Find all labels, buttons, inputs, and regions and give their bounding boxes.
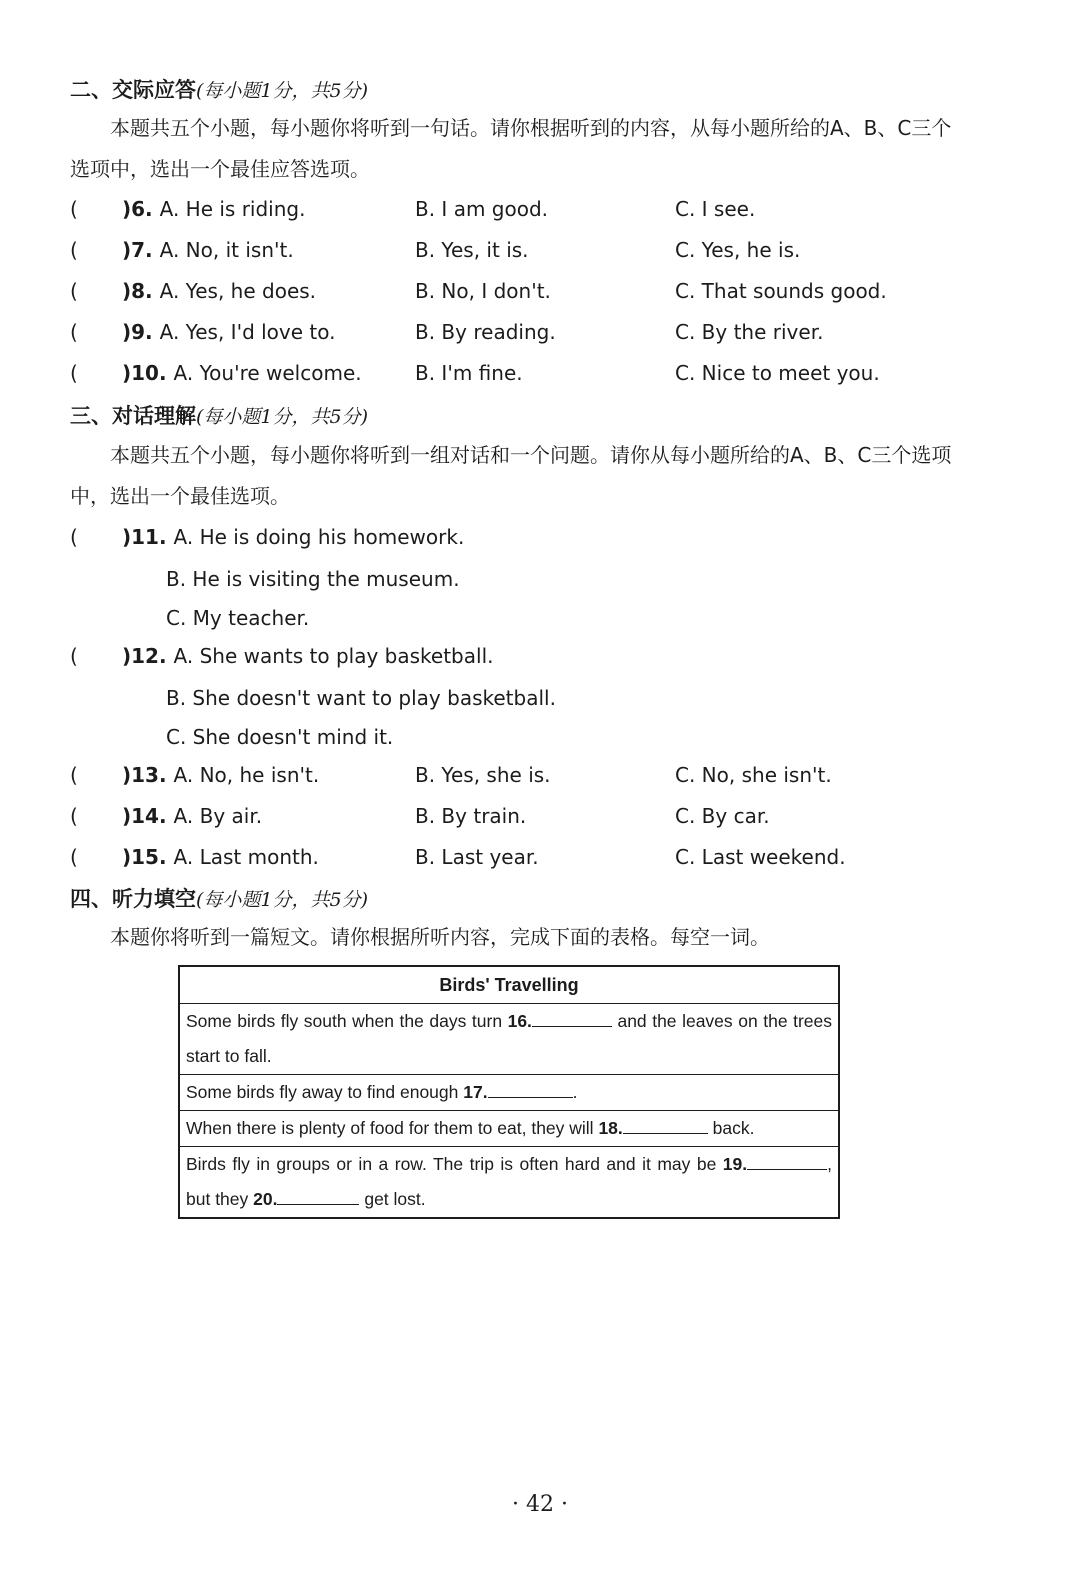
section-2-instruction-text: 本题共五个小题，每小题你将听到一句话。请你根据听到的内容，从每小题所给的A、B、C三个选项中，选出一个最佳应答选项。 xyxy=(70,116,952,181)
table-row xyxy=(179,1004,839,1075)
section-3-instruction xyxy=(70,435,970,517)
answer-bracket[interactable]: ( xyxy=(70,197,78,221)
section-3-score-note: (每小题1分，共5分) xyxy=(196,406,369,428)
option-b: B. By reading. xyxy=(415,320,556,344)
question-number: )8. A. Yes, he does. xyxy=(122,279,317,303)
blank-number: 16. xyxy=(507,1011,532,1031)
table-title: Birds' Travelling xyxy=(179,966,839,1004)
option-c: C. Last weekend. xyxy=(675,845,846,869)
option-c: C. Nice to meet you. xyxy=(675,361,880,385)
option-b: B. I am good. xyxy=(415,197,549,221)
section-2-instruction xyxy=(70,108,970,190)
answer-bracket[interactable]: ( xyxy=(70,804,78,828)
option-b: B. Yes, she is. xyxy=(415,763,551,787)
section-3-instruction-text: 本题共五个小题，每小题你将听到一组对话和一个问题。请你从每小题所给的A、B、C三个选项中，选出一个最佳选项。 xyxy=(70,443,952,508)
option-a: A. He is riding. xyxy=(159,197,306,221)
question-number: )7. A. No, it isn't. xyxy=(122,238,294,262)
question-14 xyxy=(70,796,1030,837)
option-a: A. She wants to play basketball. xyxy=(173,644,494,668)
question-number: )11. A. He is doing his homework. xyxy=(122,525,465,549)
question-8 xyxy=(70,271,1030,312)
question-6 xyxy=(70,189,1030,230)
question-15 xyxy=(70,837,1030,878)
table-row xyxy=(179,1075,839,1111)
question-9 xyxy=(70,312,1030,353)
table-row xyxy=(179,1111,839,1147)
option-c: C. By the river. xyxy=(675,320,824,344)
section-4-title xyxy=(70,883,368,913)
question-12 xyxy=(70,636,1030,677)
blank-number: 20. xyxy=(253,1189,278,1209)
blank-number: 19. xyxy=(722,1154,748,1174)
option-c: C. Yes, he is. xyxy=(675,238,801,262)
question-number: )12. A. She wants to play basketball. xyxy=(122,644,494,668)
option-a: A. He is doing his homework. xyxy=(173,525,465,549)
row-text: back. xyxy=(707,1118,755,1138)
answer-bracket[interactable]: ( xyxy=(70,320,78,344)
section-3-heading: 三、对话理解 xyxy=(70,404,196,428)
option-c: C. My teacher. xyxy=(166,606,310,630)
option-c: C. I see. xyxy=(675,197,756,221)
row-text: get lost. xyxy=(359,1189,426,1209)
option-a: A. Yes, he does. xyxy=(159,279,317,303)
option-a: A. Last month. xyxy=(173,845,319,869)
row-text: When there is plenty of food for them to eat, they will xyxy=(186,1118,599,1138)
row-text: . xyxy=(572,1082,578,1102)
section-3-title xyxy=(70,400,368,430)
option-a: A. No, it isn't. xyxy=(159,238,294,262)
section-4-heading: 四、听力填空 xyxy=(70,887,196,911)
option-c: C. No, she isn't. xyxy=(675,763,832,787)
question-number: )10. A. You're welcome. xyxy=(122,361,362,385)
option-b: B. By train. xyxy=(415,804,527,828)
blank-17[interactable] xyxy=(488,1079,573,1098)
birds-travelling-table xyxy=(178,965,840,1219)
answer-bracket[interactable]: ( xyxy=(70,763,78,787)
section-2-title xyxy=(70,74,368,104)
section-2-score-note: (每小题1分，共5分) xyxy=(196,80,369,102)
question-13 xyxy=(70,755,1030,796)
option-b: B. He is visiting the museum. xyxy=(166,567,460,591)
option-a: A. You're welcome. xyxy=(173,361,362,385)
question-7 xyxy=(70,230,1030,271)
section-4-instruction xyxy=(70,917,970,958)
answer-bracket[interactable]: ( xyxy=(70,238,78,262)
section-4-instruction-text: 本题你将听到一篇短文。请你根据所听内容，完成下面的表格。每空一词。 xyxy=(110,925,770,949)
row-text: Birds fly in groups or in a row. The trip is often hard and it may be xyxy=(186,1154,723,1174)
row-text: Some birds fly south when the days turn xyxy=(186,1011,508,1031)
question-number: )13. A. No, he isn't. xyxy=(122,763,320,787)
blank-19[interactable] xyxy=(747,1151,827,1170)
blank-16[interactable] xyxy=(532,1008,612,1027)
page-number: · 42 · xyxy=(512,1492,568,1517)
option-a: A. By air. xyxy=(173,804,263,828)
row-text: and the leaves on the trees start to fall. xyxy=(186,1011,832,1066)
question-10 xyxy=(70,353,1030,394)
section-2-heading: 二、交际应答 xyxy=(70,78,196,102)
option-b: B. Last year. xyxy=(415,845,539,869)
blank-number: 18. xyxy=(598,1118,623,1138)
row-text: Some birds fly away to find enough xyxy=(186,1082,464,1102)
answer-bracket[interactable]: ( xyxy=(70,644,78,668)
option-c: C. By car. xyxy=(675,804,770,828)
row-text: , but they xyxy=(186,1154,832,1209)
option-c: C. That sounds good. xyxy=(675,279,887,303)
option-a: A. No, he isn't. xyxy=(173,763,320,787)
question-11 xyxy=(70,517,1030,558)
section-4-score-note: (每小题1分，共5分) xyxy=(196,889,369,911)
blank-number: 17. xyxy=(463,1082,488,1102)
option-b: B. I'm fine. xyxy=(415,361,523,385)
answer-bracket[interactable]: ( xyxy=(70,845,78,869)
option-b: B. She doesn't want to play basketball. xyxy=(166,686,556,710)
option-c: C. She doesn't mind it. xyxy=(166,725,394,749)
question-number: )14. A. By air. xyxy=(122,804,263,828)
question-number: )9. A. Yes, I'd love to. xyxy=(122,320,336,344)
blank-20[interactable] xyxy=(277,1186,359,1205)
option-a: A. Yes, I'd love to. xyxy=(159,320,336,344)
answer-bracket[interactable]: ( xyxy=(70,361,78,385)
table-row xyxy=(179,1147,839,1219)
question-number: )6. A. He is riding. xyxy=(122,197,306,221)
option-b: B. No, I don't. xyxy=(415,279,551,303)
answer-bracket[interactable]: ( xyxy=(70,279,78,303)
answer-bracket[interactable]: ( xyxy=(70,525,78,549)
question-number: )15. A. Last month. xyxy=(122,845,319,869)
blank-18[interactable] xyxy=(623,1115,708,1134)
option-b: B. Yes, it is. xyxy=(415,238,529,262)
